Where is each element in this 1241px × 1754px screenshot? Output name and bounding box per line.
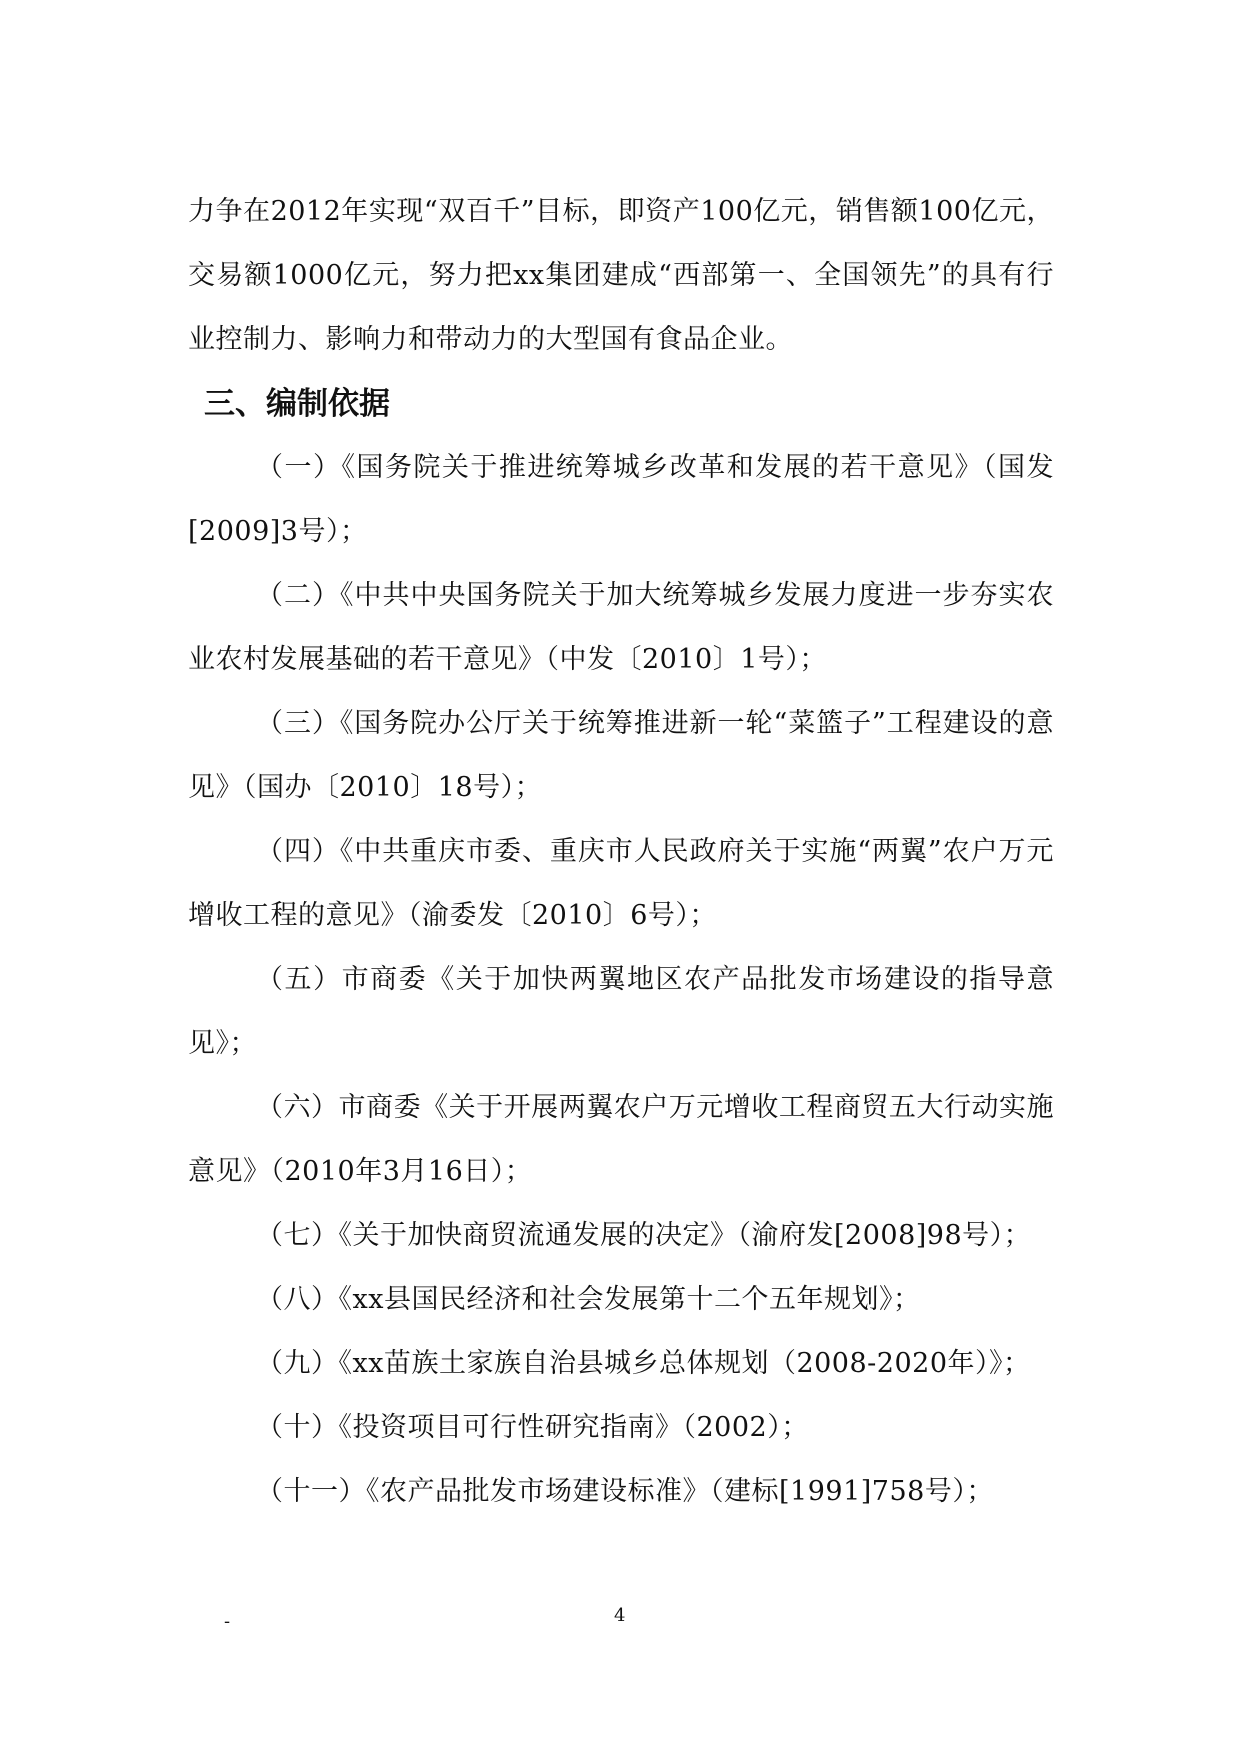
basis-item: （三）《国务院办公厅关于统筹推进新一轮“菜篮子”工程建设的意见》（国办〔2010〕18号）；	[188, 708, 1054, 803]
basis-item: （九）《xx苗族土家族自治县城乡总体规划（2008-2020年）》；	[256, 1348, 1031, 1379]
basis-item: （一）《国务院关于推进统筹城乡改革和发展的若干意见》（国发[2009]3号）；	[188, 452, 1054, 547]
basis-item: （二）《中共中央国务院关于加大统筹城乡发展力度进一步夯实农业农村发展基础的若干意见》（中发〔2010〕1号）；	[188, 580, 1054, 675]
basis-item: （十）《投资项目可行性研究指南》（2002）；	[256, 1412, 809, 1443]
page-number: 4	[614, 1605, 626, 1626]
section-heading: 三、编制依据	[204, 386, 390, 422]
page-content	[188, 180, 1054, 1524]
basis-item: （八）《xx县国民经济和社会发展第十二个五年规划》；	[256, 1284, 921, 1315]
basis-item: （十一）《农产品批发市场建设标准》（建标[1991]758号）；	[256, 1476, 994, 1507]
footer-mark: -	[224, 1611, 231, 1632]
basis-item: （五）市商委《关于加快两翼地区农产品批发市场建设的指导意见》；	[188, 964, 1054, 1059]
intro-paragraph: 力争在2012年实现“双百千”目标，即资产100亿元，销售额100亿元，交易额1000亿元，努力把xx集团建成“西部第一、全国领先”的具有行业控制力、影响力和带动力的大型国有食品企业。	[188, 196, 1054, 355]
basis-item: （四）《中共重庆市委、重庆市人民政府关于实施“两翼”农户万元增收工程的意见》（渝委发〔2010〕6号）；	[188, 836, 1054, 931]
basis-item: （七）《关于加快商贸流通发展的决定》（渝府发[2008]98号）；	[256, 1220, 1032, 1251]
basis-item: （六）市商委《关于开展两翼农户万元增收工程商贸五大行动实施意见》（2010年3月16日）；	[188, 1092, 1054, 1187]
